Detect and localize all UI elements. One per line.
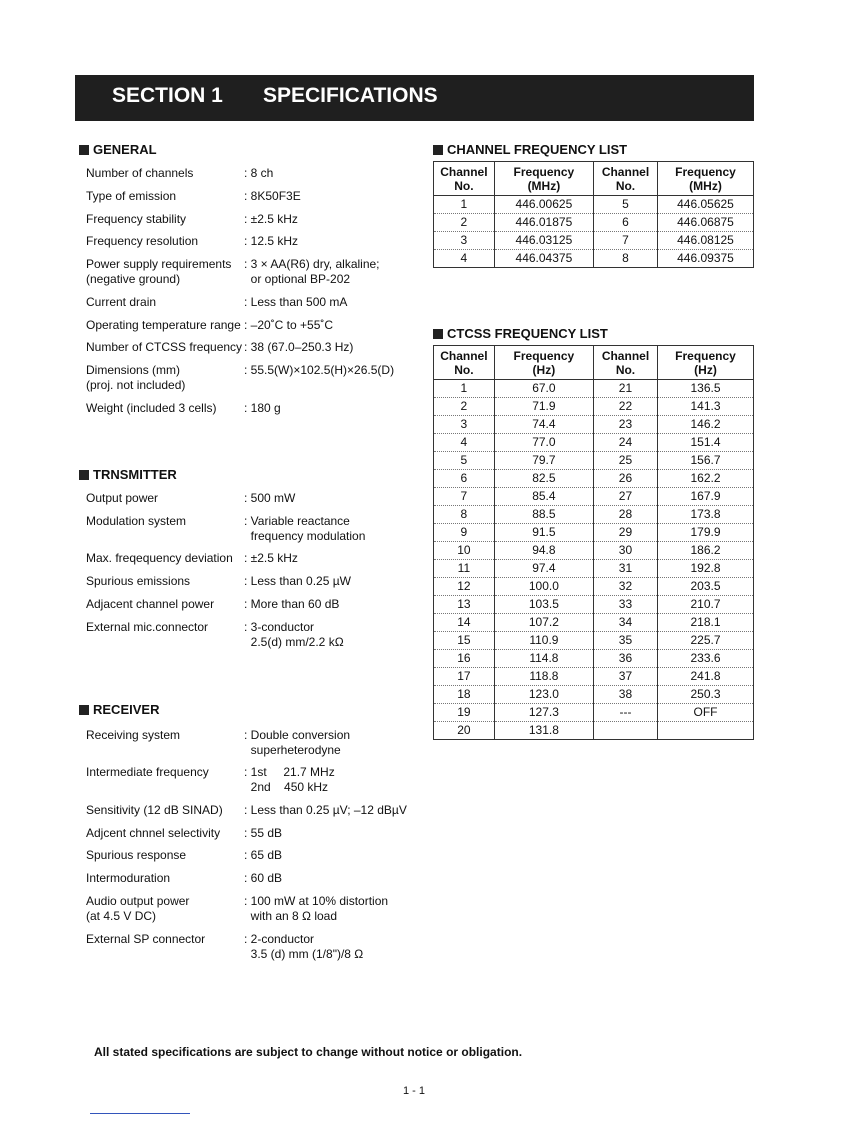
column-header: Frequency (MHz)	[494, 162, 593, 196]
table-row	[434, 578, 754, 596]
spec-value: : 60 dB	[244, 871, 283, 885]
table-cell: 5	[593, 196, 657, 214]
table-cell: 35	[593, 632, 657, 650]
table-cell: 446.06875	[657, 214, 753, 232]
spec-value: : 8 ch	[244, 166, 274, 180]
ctcss-list-heading: CTCSS FREQUENCY LIST	[433, 326, 608, 341]
table-cell: 30	[593, 542, 657, 560]
table-cell: 225.7	[657, 632, 753, 650]
table-row	[434, 488, 754, 506]
table-cell: 26	[593, 470, 657, 488]
table-cell: ---	[593, 704, 657, 722]
bullet-square-icon	[79, 705, 89, 715]
spec-label: Dimensions (mm) (proj. not included)	[86, 363, 186, 392]
spec-label: Number of channels	[86, 166, 194, 180]
spec-value: : ±2.5 kHz	[244, 551, 298, 565]
table-cell: 179.9	[657, 524, 753, 542]
spec-label: External SP connector	[86, 932, 206, 946]
table-cell: 192.8	[657, 560, 753, 578]
table-cell: 167.9	[657, 488, 753, 506]
table-cell: 33	[593, 596, 657, 614]
table-cell: 141.3	[657, 398, 753, 416]
table-cell: 100.0	[494, 578, 593, 596]
table-cell: 2	[434, 398, 495, 416]
column-header: Channel No.	[434, 346, 495, 380]
table-cell: 203.5	[657, 578, 753, 596]
table-cell: 28	[593, 506, 657, 524]
spec-label: Intermoduration	[86, 871, 171, 885]
page-number: 1 - 1	[403, 1085, 426, 1097]
spec-label: External mic.connector	[86, 620, 209, 634]
table-cell: 186.2	[657, 542, 753, 560]
section-banner	[75, 75, 754, 121]
table-cell: 10	[434, 542, 495, 560]
table-row	[434, 542, 754, 560]
table-cell: 19	[434, 704, 495, 722]
section-title: SPECIFICATIONS	[263, 84, 438, 107]
table-cell: 146.2	[657, 416, 753, 434]
table-cell: 88.5	[494, 506, 593, 524]
table-cell: 15	[434, 632, 495, 650]
table-cell: 31	[593, 560, 657, 578]
table-cell: 27	[593, 488, 657, 506]
spec-value: : 38 (67.0–250.3 Hz)	[244, 340, 354, 354]
table-cell: 97.4	[494, 560, 593, 578]
table-cell: 1	[434, 196, 495, 214]
table-cell: 5	[434, 452, 495, 470]
ctcss-frequency-table	[433, 345, 754, 740]
spec-label: Number of CTCSS frequency	[86, 340, 243, 354]
spec-value: : 1st 21.7 MHz 2nd 450 kHz	[244, 765, 335, 794]
spec-label: Receiving system	[86, 728, 181, 742]
table-cell: 85.4	[494, 488, 593, 506]
table-row	[434, 380, 754, 398]
spec-value: : 8K50F3E	[244, 189, 301, 203]
spec-value: : 55 dB	[244, 826, 283, 840]
bullet-square-icon	[433, 145, 443, 155]
spec-value: : Variable reactance frequency modulation	[244, 514, 366, 543]
table-cell: 17	[434, 668, 495, 686]
table-cell: 446.03125	[494, 232, 593, 250]
table-cell: 127.3	[494, 704, 593, 722]
table-row	[434, 232, 754, 250]
table-cell: 162.2	[657, 470, 753, 488]
table-cell: 103.5	[494, 596, 593, 614]
spec-value: : Less than 0.25 µV; –12 dBµV	[244, 803, 407, 817]
spec-value: : 100 mW at 10% distortion with an 8 Ω load	[244, 894, 389, 923]
table-row	[434, 452, 754, 470]
table-cell	[593, 722, 657, 740]
table-cell: 22	[593, 398, 657, 416]
spec-value: : 2-conductor 3.5 (d) mm (1/8")/8 Ω	[244, 932, 364, 961]
column-header: Frequency (Hz)	[657, 346, 753, 380]
table-cell: 12	[434, 578, 495, 596]
table-cell: 38	[593, 686, 657, 704]
spec-label: Adjacent channel power	[86, 597, 215, 611]
column-header: Channel No.	[434, 162, 495, 196]
table-cell: 36	[593, 650, 657, 668]
spec-value: : 180 g	[244, 401, 281, 415]
table-cell: 446.00625	[494, 196, 593, 214]
table-row	[434, 560, 754, 578]
table-row	[434, 416, 754, 434]
column-header: Frequency (Hz)	[494, 346, 593, 380]
spec-value: : 500 mW	[244, 491, 296, 505]
table-row	[434, 632, 754, 650]
column-header: Channel No.	[593, 346, 657, 380]
table-cell: 32	[593, 578, 657, 596]
bullet-square-icon	[79, 470, 89, 480]
footer-rule	[90, 1113, 190, 1114]
spec-value: : More than 60 dB	[244, 597, 340, 611]
footer-note: All stated specifications are subject to change without notice or obligation.	[94, 1045, 523, 1059]
table-cell: 11	[434, 560, 495, 578]
table-cell: 210.7	[657, 596, 753, 614]
table-cell: 446.04375	[494, 250, 593, 268]
spec-value: : Less than 500 mA	[244, 295, 348, 309]
table-cell: 4	[434, 250, 495, 268]
spec-label: Type of emission	[86, 189, 177, 203]
table-cell: 136.5	[657, 380, 753, 398]
table-cell: 6	[434, 470, 495, 488]
table-cell: 3	[434, 232, 495, 250]
column-header: Frequency (MHz)	[657, 162, 753, 196]
table-cell: 4	[434, 434, 495, 452]
channel-frequency-table	[433, 161, 754, 268]
spec-label: Output power	[86, 491, 159, 505]
table-row	[434, 650, 754, 668]
table-cell: 156.7	[657, 452, 753, 470]
spec-value: : 65 dB	[244, 848, 283, 862]
table-cell: 77.0	[494, 434, 593, 452]
table-cell: 29	[593, 524, 657, 542]
table-cell: OFF	[657, 704, 753, 722]
table-cell: 446.05625	[657, 196, 753, 214]
table-cell: 9	[434, 524, 495, 542]
table-cell: 241.8	[657, 668, 753, 686]
table-cell: 118.8	[494, 668, 593, 686]
table-cell: 94.8	[494, 542, 593, 560]
table-cell: 37	[593, 668, 657, 686]
table-cell: 7	[593, 232, 657, 250]
spec-value: : 55.5(W)×102.5(H)×26.5(D)	[244, 363, 395, 377]
spec-value: : 12.5 kHz	[244, 234, 299, 248]
table-cell: 446.09375	[657, 250, 753, 268]
spec-label: Frequency stability	[86, 212, 187, 226]
table-row	[434, 196, 754, 214]
spec-value: : –20˚C to +55˚C	[244, 318, 334, 332]
spec-label: Current drain	[86, 295, 157, 309]
column-header: Channel No.	[593, 162, 657, 196]
table-cell: 82.5	[494, 470, 593, 488]
table-cell: 218.1	[657, 614, 753, 632]
table-cell: 173.8	[657, 506, 753, 524]
spec-label: Audio output power (at 4.5 V DC)	[86, 894, 190, 923]
bullet-square-icon	[433, 329, 443, 339]
table-cell: 71.9	[494, 398, 593, 416]
spec-label: Operating temperature range	[86, 318, 241, 332]
table-row	[434, 398, 754, 416]
table-cell: 2	[434, 214, 495, 232]
table-row	[434, 614, 754, 632]
table-row	[434, 250, 754, 268]
table-cell: 131.8	[494, 722, 593, 740]
table-cell: 446.01875	[494, 214, 593, 232]
table-row	[434, 596, 754, 614]
table-cell: 74.4	[494, 416, 593, 434]
table-cell: 3	[434, 416, 495, 434]
bullet-square-icon	[79, 145, 89, 155]
table-cell: 21	[593, 380, 657, 398]
table-row	[434, 524, 754, 542]
table-cell: 446.08125	[657, 232, 753, 250]
spec-value: : Less than 0.25 µW	[244, 574, 351, 588]
spec-label: Spurious response	[86, 848, 187, 862]
table-row	[434, 214, 754, 232]
spec-label: Modulation system	[86, 514, 187, 528]
table-row	[434, 506, 754, 524]
table-cell: 34	[593, 614, 657, 632]
table-cell: 123.0	[494, 686, 593, 704]
receiver-heading: RECEIVER	[79, 702, 159, 717]
spec-label: Spurious emissions	[86, 574, 191, 588]
table-cell: 114.8	[494, 650, 593, 668]
table-row	[434, 704, 754, 722]
table-cell: 151.4	[657, 434, 753, 452]
table-cell: 25	[593, 452, 657, 470]
spec-label: Intermediate frequency	[86, 765, 209, 779]
table-header-row	[434, 346, 754, 380]
table-cell: 18	[434, 686, 495, 704]
table-cell: 110.9	[494, 632, 593, 650]
spec-value: : Double conversion superheterodyne	[244, 728, 351, 757]
table-cell: 8	[434, 506, 495, 524]
table-cell: 6	[593, 214, 657, 232]
general-heading: GENERAL	[79, 142, 157, 157]
spec-label: Sensitivity (12 dB SINAD)	[86, 803, 223, 817]
table-cell: 107.2	[494, 614, 593, 632]
spec-label: Frequency resolution	[86, 234, 199, 248]
spec-label: Weight (included 3 cells)	[86, 401, 217, 415]
spec-value: : 3 × AA(R6) dry, alkaline; or optional BP-202	[244, 257, 380, 286]
table-row	[434, 722, 754, 740]
table-cell: 20	[434, 722, 495, 740]
spec-label: Max. freqequency deviation	[86, 551, 233, 565]
table-cell: 1	[434, 380, 495, 398]
spec-label: Adjcent chnnel selectivity	[86, 826, 221, 840]
table-cell: 79.7	[494, 452, 593, 470]
table-row	[434, 434, 754, 452]
table-cell: 23	[593, 416, 657, 434]
table-cell: 8	[593, 250, 657, 268]
table-cell	[657, 722, 753, 740]
table-cell: 16	[434, 650, 495, 668]
table-header-row	[434, 162, 754, 196]
table-row	[434, 686, 754, 704]
table-cell: 7	[434, 488, 495, 506]
spec-value: : ±2.5 kHz	[244, 212, 298, 226]
table-row	[434, 470, 754, 488]
transmitter-heading: TRNSMITTER	[79, 467, 177, 482]
table-cell: 24	[593, 434, 657, 452]
channel-list-heading: CHANNEL FREQUENCY LIST	[433, 142, 627, 157]
table-cell: 13	[434, 596, 495, 614]
table-cell: 250.3	[657, 686, 753, 704]
table-cell: 233.6	[657, 650, 753, 668]
table-row	[434, 668, 754, 686]
table-cell: 14	[434, 614, 495, 632]
table-cell: 91.5	[494, 524, 593, 542]
spec-value: : 3-conductor 2.5(d) mm/2.2 kΩ	[244, 620, 344, 649]
table-cell: 67.0	[494, 380, 593, 398]
section-number: SECTION 1	[112, 84, 223, 107]
spec-label: Power supply requirements (negative ground)	[86, 257, 232, 286]
